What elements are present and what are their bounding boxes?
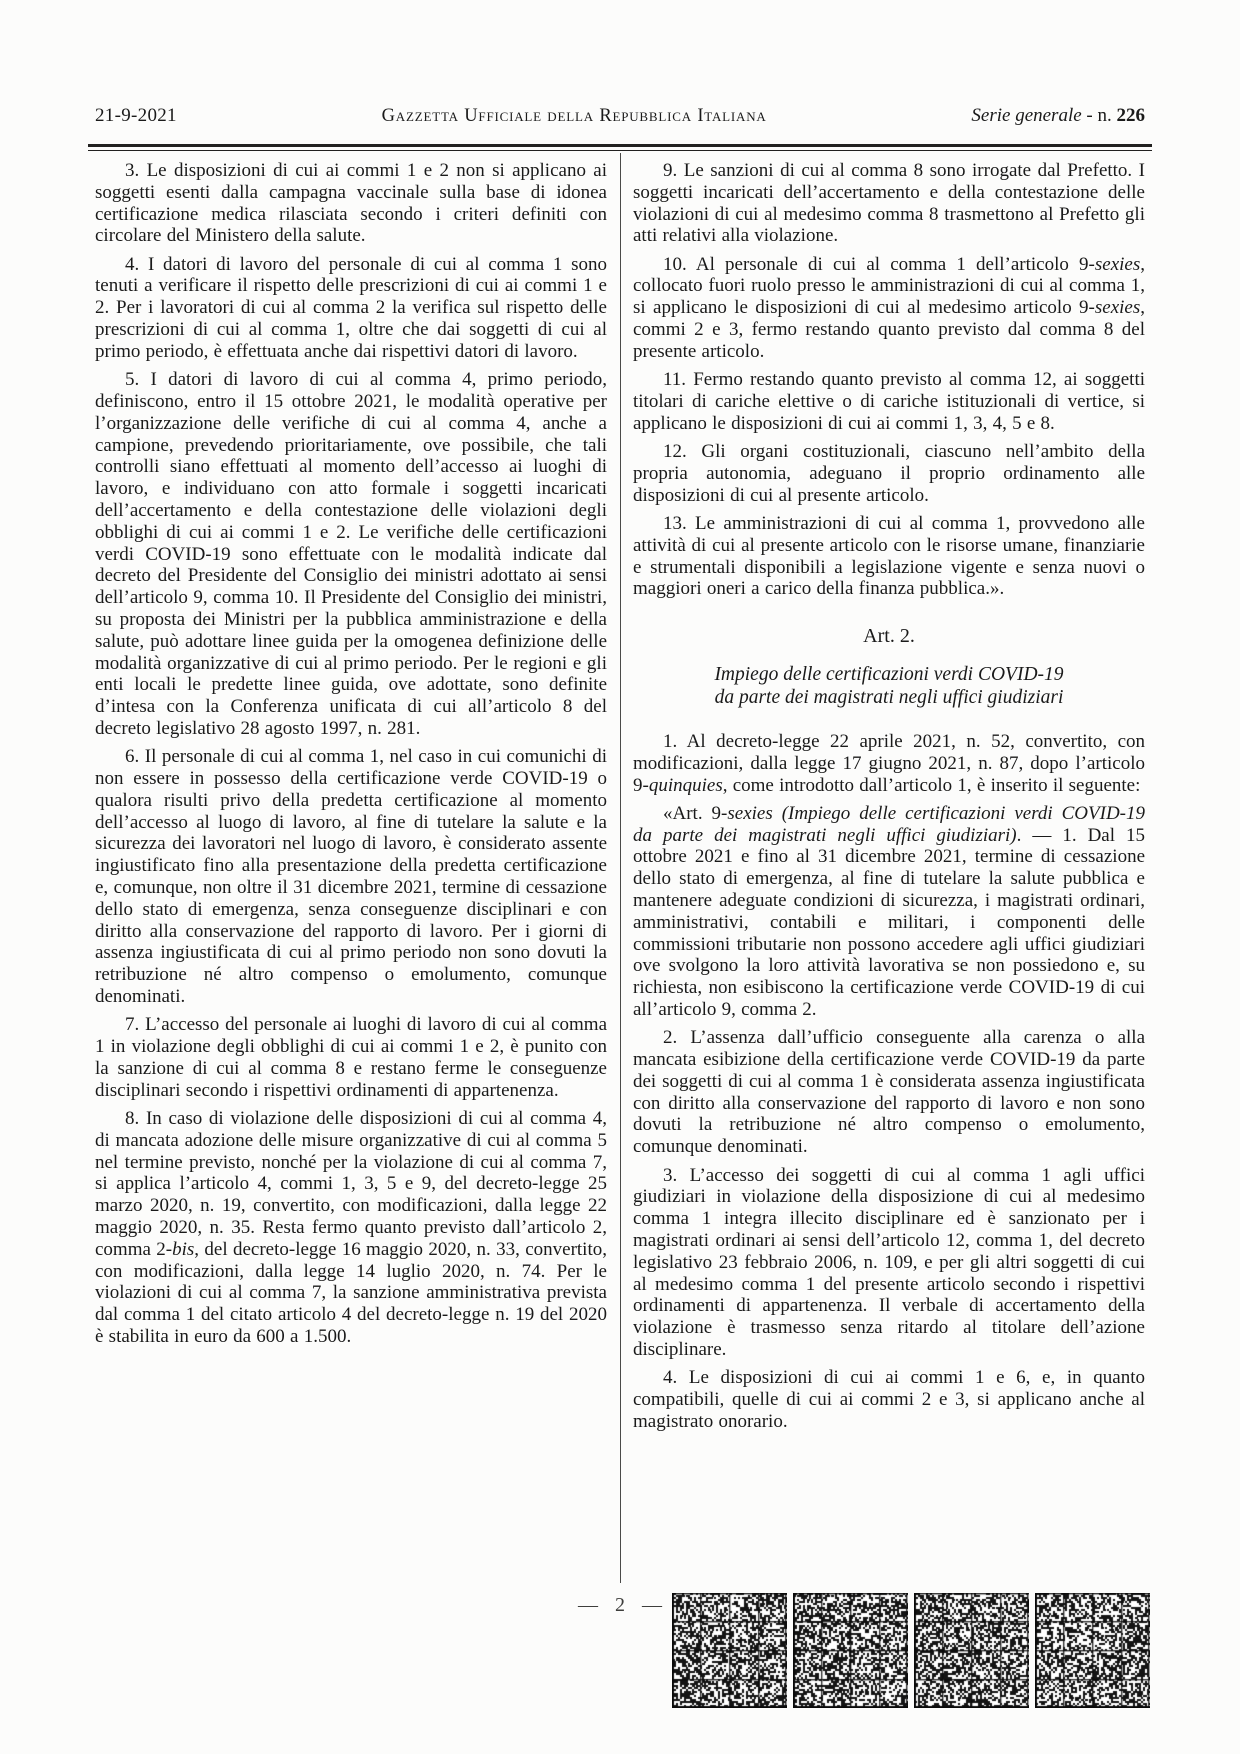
text-segment: 13. Le amministrazioni di cui al comma 1, provvedono alle attività di cui al presente articolo con le risorse umane, finanziarie e strumentali disponibili a legislazione vigente e senza nuovi o maggiori oneri a carico della finanza pubblica.». [633, 512, 1145, 600]
paragraph [633, 803, 1145, 1021]
text-segment: 11. Fermo restando quanto previsto al comma 12, ai soggetti titolari di cariche elettive o di cariche istituzionali di vertice, si applicano le disposizioni di cui ai commi 1, 3, 4, 5 e 8. [633, 369, 1145, 434]
barcode-block [672, 1593, 787, 1708]
barcode-block [914, 1593, 1029, 1708]
paragraph [633, 254, 1145, 363]
article-subtitle [633, 663, 1145, 709]
header-issue-separator: - n. [1081, 105, 1117, 126]
paragraph [95, 1014, 607, 1101]
paragraph [633, 731, 1145, 796]
page-header [95, 104, 1145, 128]
paragraph [95, 1108, 607, 1348]
left-column [95, 160, 607, 1354]
text-segment: , del decreto-legge 16 maggio 2020, n. 33, convertito, con modificazioni, dalla legge 14 luglio 2020, n. 74. Per le violazioni di cui al comma 7, la sanzione amministrativa prevista dal comma 1 del citato articolo 4 del decreto-legge n. 19 del 2020 è stabilita in euro da 600 a 1.500. [95, 1238, 607, 1347]
text-segment: , come introdotto dall’articolo 1, è inserito il seguente: [722, 774, 1141, 796]
page-number: — 2 — [578, 1594, 662, 1616]
paragraph [95, 369, 607, 740]
header-rule-thin [88, 150, 1152, 151]
text-segment: . — 1. Dal 15 ottobre 2021 e fino al 31 dicembre 2021, termine di cessazione dello stato di emergenza, al fine di tutelare la salute pubblica e mantenere adeguate condizioni di sicurezza, i magistrati ordinari, amministrativi, contabili e militari, i componenti delle commissioni tributarie non possono accedere agli uffici giudiziari ove svolgono la loro attività lavorativa se non possiedono e, su richiesta, non esibiscono la certificazione verde COVID-19 di cui all’articolo 9, comma 2. [633, 824, 1145, 1020]
text-segment: 12. Gli organi costituzionali, ciascuno nell’ambito della propria autonomia, adeguano il proprio ordinamento alle disposizioni di cui al presente articolo. [633, 441, 1145, 506]
text-segment: 1. Al decreto-legge 22 aprile 2021, n. 52, convertito, con modificazioni, dalla legge 17 giugno 2021, n. 87, dopo l’articolo 9- [633, 730, 1145, 796]
italic-text-segment: bis [172, 1238, 195, 1260]
text-segment: 7. L’accesso del personale ai luoghi di lavoro di cui al comma 1 in violazione degli obblighi di cui ai commi 1 e 2, è punito con la sanzione di cui al comma 8 e restano ferme le conseguenze disciplinari secondo i rispettivi ordinamenti di appartenenza. [95, 1014, 607, 1101]
italic-text-segment: quinquies [648, 774, 723, 796]
paragraph [633, 1367, 1145, 1432]
text-segment: «Art. 9- [663, 802, 728, 824]
paragraph [633, 1027, 1145, 1158]
paragraph [95, 746, 607, 1008]
text-segment: , collocato fuori ruolo presso le amministrazioni di cui al comma 1, si applicano le disposizioni di cui al medesimo articolo 9- [633, 253, 1145, 319]
text-segment: 3. L’accesso dei soggetti di cui al comma 1 agli uffici giudiziari in violazione della disposizione di cui al medesimo comma 1 integra illecito disciplinare ed è sanzionato per i magistrati ordinari ai sensi dell’articolo 12, comma 1, del decreto legislativo 23 febbraio 2006, n. 109, e per gli altri soggetti di cui al medesimo comma 1 del presente articolo secondo i rispettivi ordinamenti di appartenenza. Il verbale di accertamento della violazione è trasmesso senza ritardo al titolare dell’azione disciplinare. [633, 1164, 1145, 1360]
header-issue-number: 226 [1116, 105, 1145, 126]
text-segment: 2. L’assenza dall’ufficio conseguente alla carenza o alla mancata esibizione della certificazione verde COVID-19 da parte dei soggetti di cui al comma 1 è considerata assenza ingiustificata con diritto alla conservazione del rapporto di lavoro e non sono dovuti la retribuzione né altro compenso o emolumento, comunque denominati. [633, 1027, 1145, 1158]
paragraph [633, 441, 1145, 506]
text-segment: 3. Le disposizioni di cui ai commi 1 e 2 non si applicano ai soggetti esenti dalla campagna vaccinale sulla base di idonea certificazione medica rilasciata secondo i criteri definiti con circolare del Ministero della salute. [95, 160, 607, 247]
barcode-block [1035, 1593, 1150, 1708]
header-issue [971, 104, 1145, 127]
paragraph [95, 254, 607, 363]
barcode-block [793, 1593, 908, 1708]
italic-text-segment: sexies (Impiego delle certificazioni verdi COVID-19 da parte dei magistrati negli uffici giudiziari) [633, 802, 1146, 846]
text-segment: 10. Al personale di cui al comma 1 dell’articolo 9- [663, 253, 1095, 275]
right-column [633, 160, 1145, 1439]
text-segment: 5. I datori di lavoro di cui al comma 4, primo periodo, definiscono, entro il 15 ottobre 2021, le modalità operative per l’organizzazione delle verifiche di cui al comma 4, anche a campione, prevedendo prioritariamente, ove possibile, che tali controlli siano effettuati al momento dell’accesso ai luoghi di lavoro, e individuano con atto formale i soggetti incaricati dell’accertamento e della contestazione delle violazioni degli obblighi di cui ai commi 1 e 2. Le verifiche delle certificazioni verdi COVID-19 sono effettuate con le modalità indicate dal decreto del Presidente del Consiglio dei ministri adottato ai sensi dell’articolo 9, comma 10. Il Presidente del Consiglio dei ministri, su proposta dei Ministri per la pubblica amministrazione e della salute, può adottare linee guida per la omogenea definizione delle modalità organizzative di cui al primo periodo. Per le regioni e gli enti locali le predette linee guida, ove adottate, sono definite d’intesa con la Conferenza unificata di cui all’articolo 8 del decreto legislativo 28 agosto 1997, n. 281. [95, 369, 607, 739]
article-heading: Art. 2. [863, 625, 915, 648]
italic-text-segment: sexies [1094, 297, 1141, 319]
paragraph [633, 369, 1145, 434]
barcode-strip [672, 1593, 1150, 1708]
header-rule-thick [88, 144, 1152, 147]
italic-text-segment: sexies [1094, 253, 1141, 275]
text-segment: , commi 2 e 3, fermo restando quanto previsto dal comma 8 del presente articolo. [633, 297, 1145, 362]
article-subtitle-line: Impiego delle certificazioni verdi COVID-19 [714, 663, 1064, 685]
article-subtitle-line: da parte dei magistrati negli uffici giudiziari [714, 686, 1064, 708]
text-segment: 6. Il personale di cui al comma 1, nel caso in cui comunichi di non essere in possesso della certificazione verde COVID-19 o qualora risulti privo della predetta certificazione al momento dell’accesso al luogo di lavoro, al fine di tutelare la salute e la sicurezza dei lavoratori nel luogo di lavoro, è considerato assente ingiustificato fino alla presentazione della predetta certificazione e, comunque, non oltre il 31 dicembre 2021, termine di cessazione dello stato di emergenza, senza conseguenze disciplinari e con diritto alla conservazione del rapporto di lavoro. Per i giorni di assenza ingiustificata di cui al primo periodo non sono dovuti la retribuzione né altro compenso o emolumento, comunque denominati. [95, 746, 607, 1007]
paragraph [633, 160, 1145, 247]
column-divider [620, 153, 621, 1583]
text-segment: 4. Le disposizioni di cui ai commi 1 e 6, e, in quanto compatibili, quelle di cui ai commi 2 e 3, si applicano anche al magistrato onorario. [633, 1367, 1145, 1432]
text-segment: 9. Le sanzioni di cui al comma 8 sono irrogate dal Prefetto. I soggetti incaricati dell’accertamento e della contestazione delle violazioni di cui al medesimo comma 8 trasmettono al Prefetto gli atti relativi alla violazione. [633, 160, 1145, 247]
header-date: 21-9-2021 [95, 105, 177, 126]
header-series-label: Serie generale [971, 105, 1082, 126]
paragraph [633, 1165, 1145, 1361]
header-title: Gazzetta Ufficiale della Repubblica Italiana [381, 106, 767, 126]
paragraph [633, 513, 1145, 600]
paragraph [95, 160, 607, 247]
text-segment: 4. I datori di lavoro del personale di cui al comma 1 sono tenuti a verificare il rispetto delle prescrizioni di cui ai commi 1 e 2. Per i lavoratori di cui al comma 2 la verifica sul rispetto delle prescrizioni di cui al comma 1, oltre che dai soggetti di cui al primo periodo, è effettuata anche dai rispettivi datori di lavoro. [95, 253, 607, 362]
text-segment: 8. In caso di violazione delle disposizioni di cui al comma 4, di mancata adozione delle misure organizzative di cui al comma 5 nel termine previsto, nonché per la violazione di cui al comma 7, si applica l’articolo 4, commi 1, 3, 5 e 9, del decreto-legge 25 marzo 2020, n. 19, convertito, con modificazioni, dalla legge 22 maggio 2020, n. 35. Resta fermo quanto previsto dall’articolo 2, comma 2- [95, 1107, 607, 1260]
